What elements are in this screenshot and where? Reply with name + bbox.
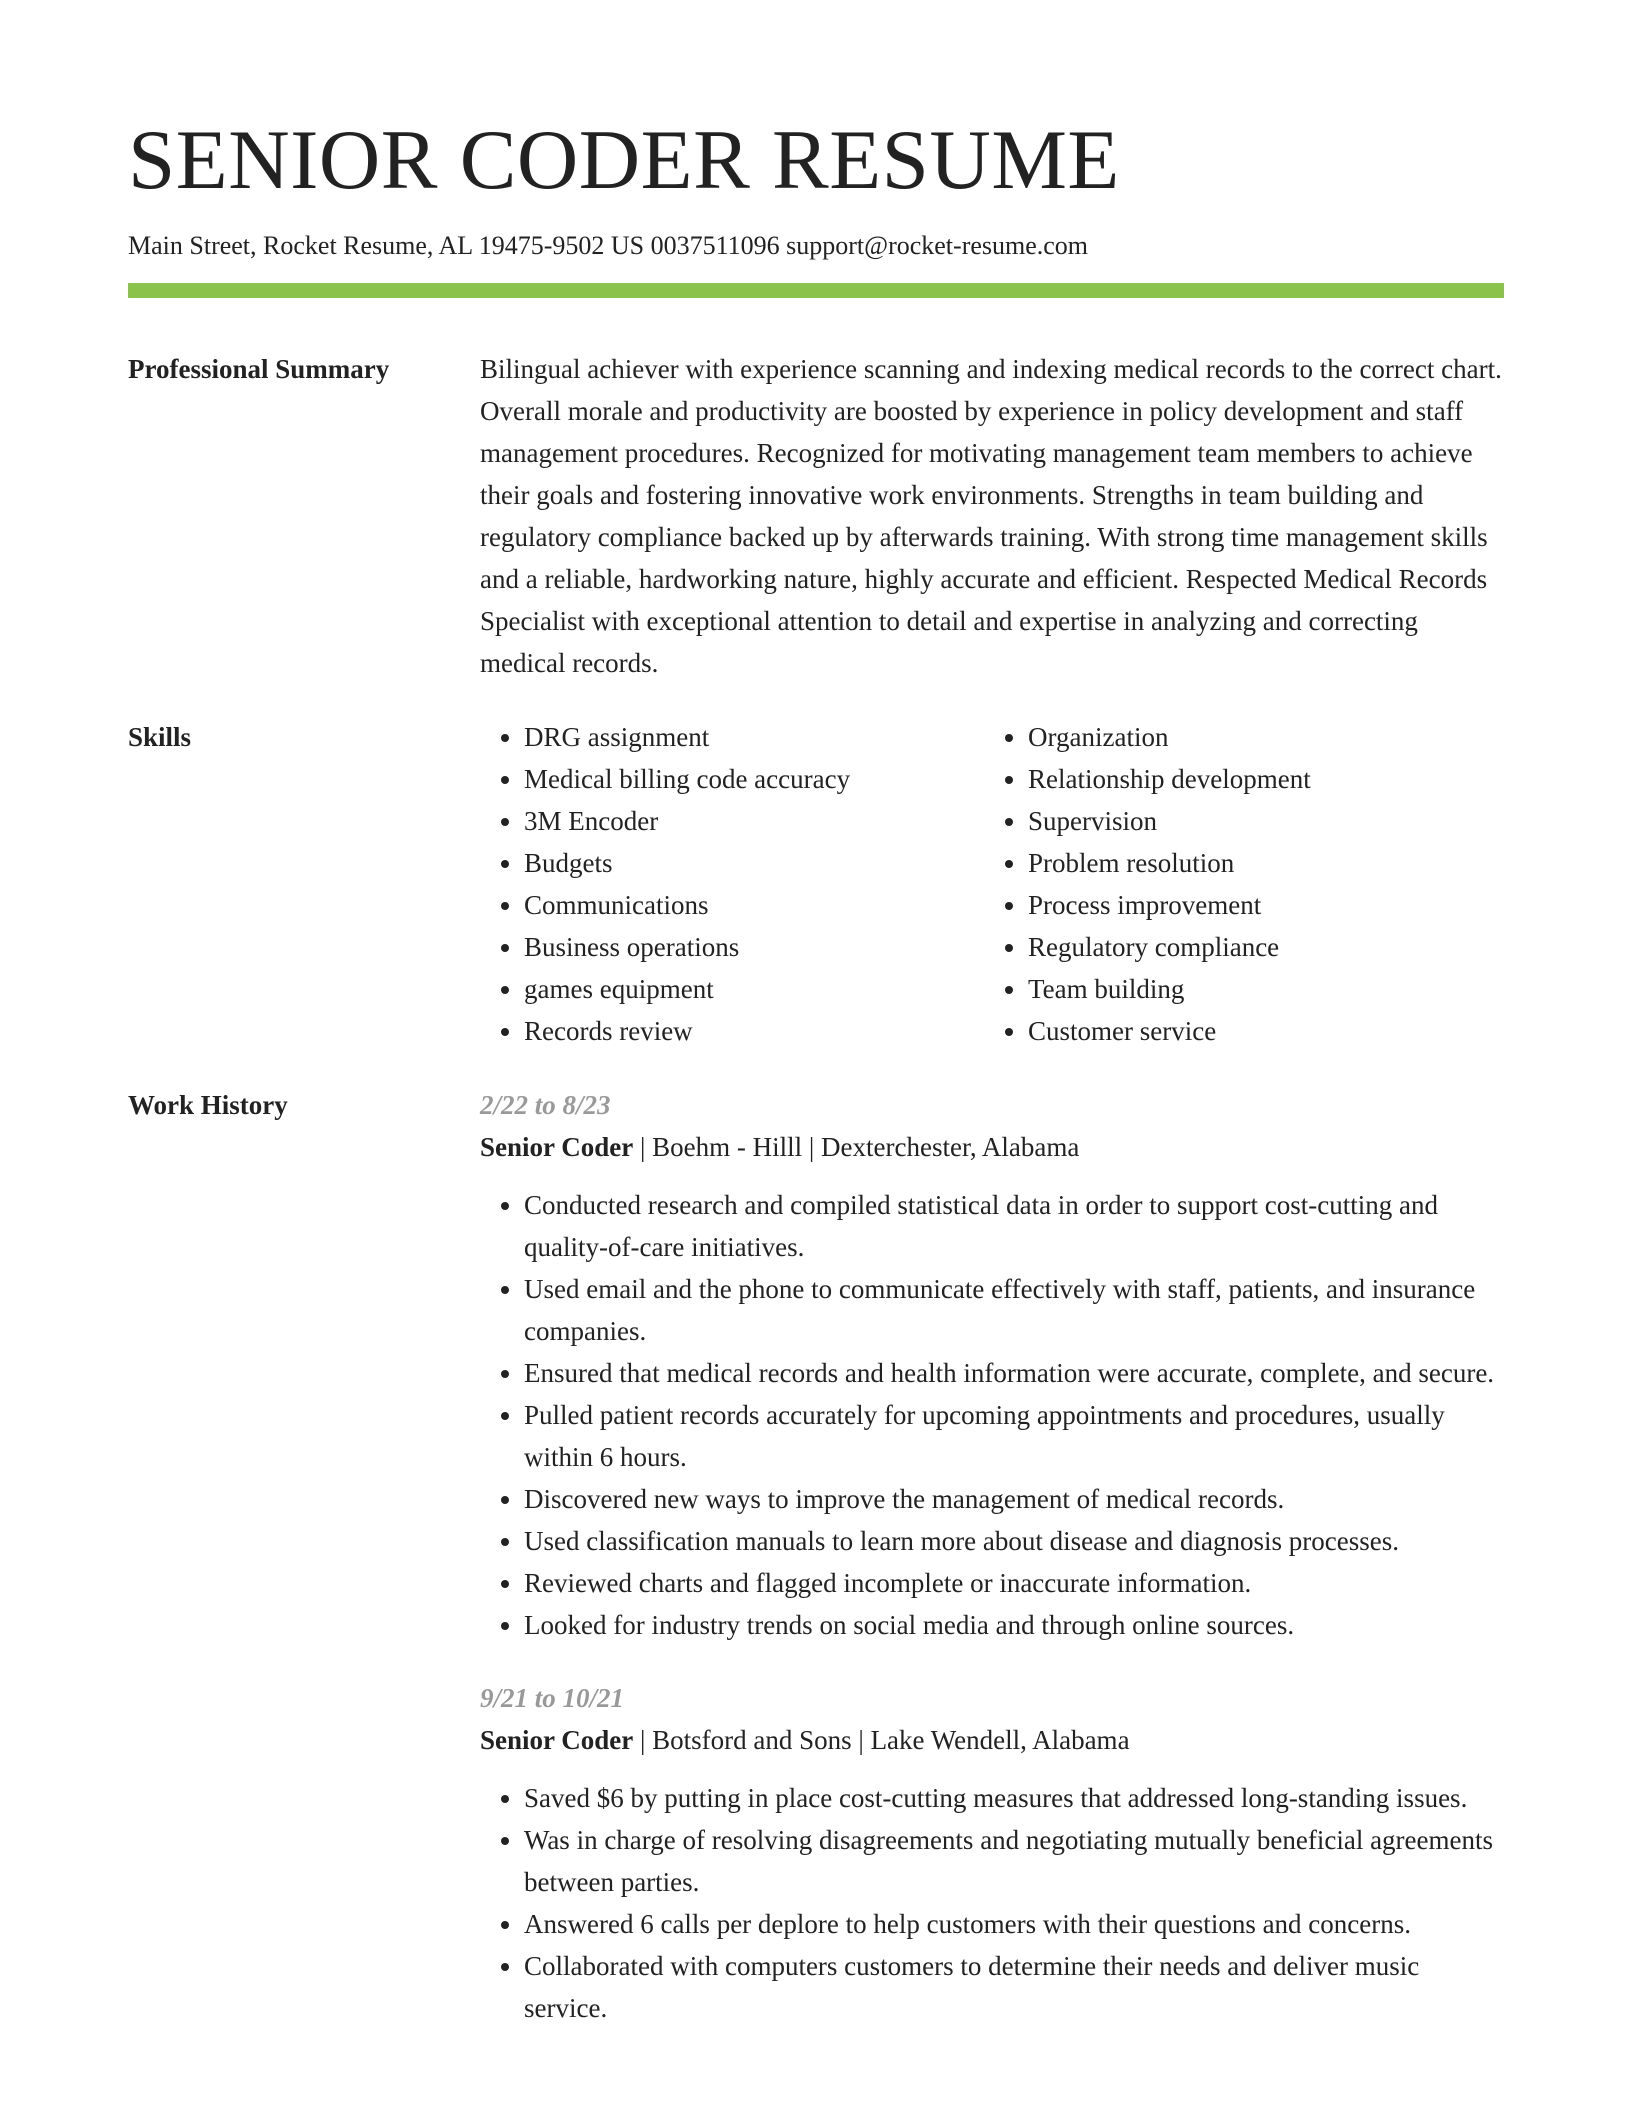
contact-line: Main Street, Rocket Resume, AL 19475-9502 US 0037511096 support@rocket-resume.com <box>128 231 1089 260</box>
accent-divider <box>128 283 1504 298</box>
job-bullet: • Pulled patient records accurately for upcoming appointments and procedures, usually within 6 hours. <box>524 1394 1504 1478</box>
skills-grid <box>480 716 1504 1052</box>
job-title-line <box>480 1126 1504 1168</box>
job-bullet: • Looked for industry trends on social media and through online sources. <box>524 1604 1504 1646</box>
skills-column-left <box>480 716 984 1052</box>
skill-item: • Budgets <box>524 842 984 884</box>
skills-column-right <box>984 716 1488 1052</box>
job-entry <box>480 1677 1504 2029</box>
skill-item: • Organization <box>1028 716 1488 758</box>
skill-item: • Supervision <box>1028 800 1488 842</box>
section-title-professional-summary: Professional Summary <box>128 354 390 385</box>
skill-item: • Problem resolution <box>1028 842 1488 884</box>
job-details: | Boehm - Hilll | Dexterchester, Alabama <box>633 1132 1080 1163</box>
skill-item: • Process improvement <box>1028 884 1488 926</box>
job-title-line <box>480 1719 1504 1761</box>
job-bullet: • Collaborated with computers customers to determine their needs and deliver music service. <box>524 1945 1504 2029</box>
skill-item: • Business operations <box>524 926 984 968</box>
resume-page <box>128 0 1504 2029</box>
job-bullet: • Reviewed charts and flagged incomplete or inaccurate information. <box>524 1562 1504 1604</box>
skill-item: • Medical billing code accuracy <box>524 758 984 800</box>
professional-summary-section <box>128 348 1504 684</box>
job-bullet: • Was in charge of resolving disagreements and negotiating mutually beneficial agreements between parties. <box>524 1819 1504 1903</box>
skill-item: • Customer service <box>1028 1010 1488 1052</box>
skill-item: • Records review <box>524 1010 984 1052</box>
job-bullets <box>480 1184 1504 1646</box>
job-title: Senior Coder <box>480 1132 634 1163</box>
summary-body <box>480 348 1504 684</box>
job-entry <box>480 1084 1504 1646</box>
section-title-work-history: Work History <box>128 1090 288 1121</box>
resume-title: SENIOR CODER RESUME <box>128 113 1120 207</box>
job-bullets <box>480 1777 1504 2029</box>
job-bullet: • Discovered new ways to improve the management of medical records. <box>524 1478 1504 1520</box>
job-bullet: • Ensured that medical records and health information were accurate, complete, and secure. <box>524 1352 1504 1394</box>
skill-item: • DRG assignment <box>524 716 984 758</box>
skills-section <box>128 716 1504 1052</box>
skill-item: • Relationship development <box>1028 758 1488 800</box>
section-title-skills: Skills <box>128 722 192 753</box>
job-bullet: • Saved $6 by putting in place cost-cutting measures that addressed long-standing issues. <box>524 1777 1504 1819</box>
work-history-body <box>480 1084 1504 2029</box>
skill-item: • Communications <box>524 884 984 926</box>
job-bullet: • Used email and the phone to communicate effectively with staff, patients, and insurance companies. <box>524 1268 1504 1352</box>
job-details: | Botsford and Sons | Lake Wendell, Alabama <box>633 1725 1130 1756</box>
skill-item: • Regulatory compliance <box>1028 926 1488 968</box>
skill-item: • 3M Encoder <box>524 800 984 842</box>
work-history-section <box>128 1084 1504 2029</box>
skill-item: • games equipment <box>524 968 984 1010</box>
job-bullet: • Answered 6 calls per deplore to help customers with their questions and concerns. <box>524 1903 1504 1945</box>
job-dates: 2/22 to 8/23 <box>480 1090 611 1121</box>
job-dates: 9/21 to 10/21 <box>480 1683 625 1714</box>
skill-item: • Team building <box>1028 968 1488 1010</box>
job-title: Senior Coder <box>480 1725 634 1756</box>
summary-text: Bilingual achiever with experience scanning and indexing medical records to the correct chart. Overall morale and productivity are boosted by experience in policy development and staff management procedures. Recognized for motivating management team members to achieve their goals and fostering innovative work environments. Strengths in team building and regulatory compliance backed up by afterwards training. With strong time management skills and a reliable, hardworking nature, highly accurate and efficient. Respected Medical Records Specialist with exceptional attention to detail and expertise in analyzing and correcting medical records. <box>480 354 1502 679</box>
job-bullet: • Conducted research and compiled statistical data in order to support cost-cutting and quality-of-care initiatives. <box>524 1184 1504 1268</box>
job-bullet: • Used classification manuals to learn more about disease and diagnosis processes. <box>524 1520 1504 1562</box>
